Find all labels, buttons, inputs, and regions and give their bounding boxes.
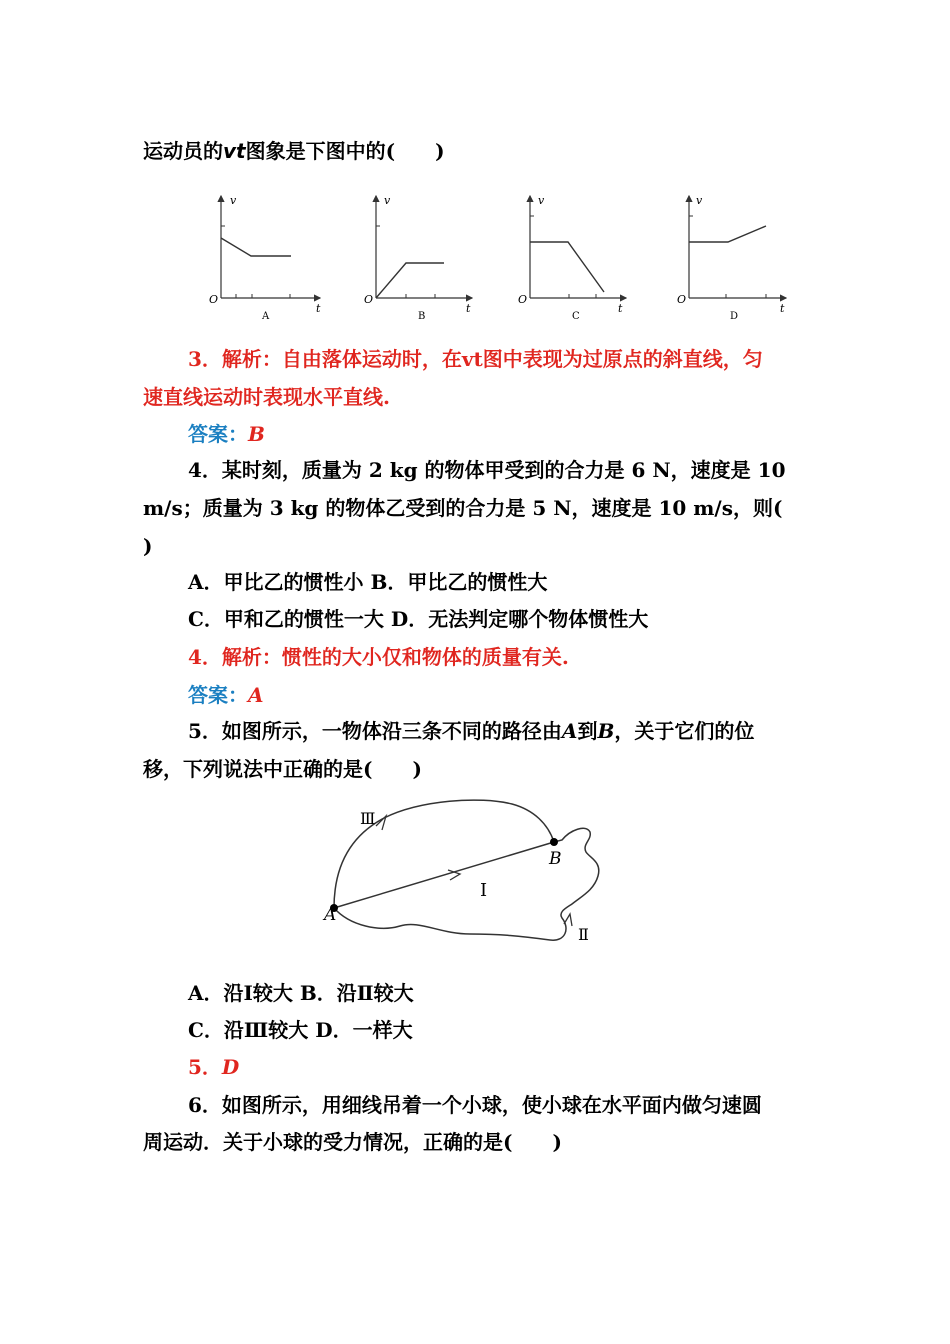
figure-label-path-ii: Ⅱ <box>578 925 589 944</box>
q5-line1-pre: 5．如图所示，一物体沿三条不同的路径由 <box>188 719 562 743</box>
vt-graphs-figure <box>200 186 800 330</box>
q5-line1-mid: 到 <box>577 719 598 743</box>
graph-d-origin: O <box>677 293 687 306</box>
q2-stem-prefix: 运动员的 <box>143 139 223 163</box>
graph-c-t-label: t <box>618 302 623 315</box>
graph-b-letter: B <box>418 311 426 322</box>
q5-answer-num: 5． <box>188 1055 222 1079</box>
graph-c-letter: C <box>572 311 580 322</box>
q3-answer-value: B <box>248 422 265 446</box>
graph-b-t-label: t <box>466 302 471 315</box>
graph-a <box>209 194 321 322</box>
paths-figure <box>320 796 610 958</box>
q4-line2: m/s；质量为 3 kg 的物体乙受到的合力是 5 N，速度是 10 m/s，则( <box>143 496 783 520</box>
figure-label-b: B <box>549 849 562 869</box>
q6-line1: 6．如图所示，用细线吊着一个小球，使小球在水平面内做匀速圆 <box>188 1093 762 1117</box>
q5-point-b: B <box>597 719 615 743</box>
q4-line1: 4．某时刻，质量为 2 kg 的物体甲受到的合力是 6 N，速度是 10 <box>188 458 786 482</box>
graph-b-origin: O <box>364 293 374 306</box>
graph-d-t-label: t <box>780 302 785 315</box>
graph-d-letter: D <box>730 311 739 322</box>
q4-answer <box>188 682 264 708</box>
graph-c-v-label: v <box>538 194 545 207</box>
q5-answer-value: D <box>221 1055 240 1079</box>
q4-options-line1: A．甲比乙的惯性小 B．甲比乙的惯性大 <box>188 570 548 594</box>
graph-c-origin: O <box>518 293 528 306</box>
q5-point-a: A <box>561 719 578 743</box>
q5-line1-post: ，关于它们的位 <box>614 719 755 743</box>
graph-b <box>364 194 472 322</box>
q5-options-line2: C．沿Ⅲ较大 D．一样大 <box>188 1018 413 1042</box>
q2-stem-suffix: 图象是下图中的( ) <box>245 139 445 163</box>
graph-d-v-label: v <box>696 194 703 207</box>
q6-line2: 周运动．关于小球的受力情况，正确的是( ) <box>143 1130 562 1154</box>
graph-b-v-label: v <box>384 194 391 207</box>
graph-a-t-label: t <box>316 302 321 315</box>
q2-stem <box>143 138 445 164</box>
q5-line2: 移，下列说法中正确的是( ) <box>143 757 422 781</box>
q5-answer <box>188 1054 239 1080</box>
graph-a-letter: A <box>262 311 270 322</box>
q2-stem-vt: vt <box>223 139 246 163</box>
graph-a-origin: O <box>209 293 219 306</box>
figure-label-path-i: Ⅰ <box>480 880 488 901</box>
q3-answer-label: 答案： <box>188 422 248 446</box>
q3-analysis-line1: 3．解析：自由落体运动时，在vt图中表现为过原点的斜直线，匀 <box>188 347 763 371</box>
graph-c <box>518 194 626 322</box>
q5-options-line1: A．沿Ⅰ较大 B．沿Ⅱ较大 <box>188 981 414 1005</box>
graph-d <box>677 194 786 322</box>
graph-a-v-label: v <box>230 194 237 207</box>
q5-line1 <box>188 718 754 744</box>
q4-line3: ) <box>143 534 153 558</box>
figure-label-a: A <box>324 905 337 925</box>
q3-answer <box>188 421 265 447</box>
q4-options-line2: C．甲和乙的惯性一大 D．无法判定哪个物体惯性大 <box>188 607 649 631</box>
q4-answer-label: 答案： <box>188 683 248 707</box>
q4-analysis: 4．解析：惯性的大小仅和物体的质量有关. <box>188 645 569 669</box>
q3-analysis-line2: 速直线运动时表现水平直线. <box>143 385 390 409</box>
q4-answer-value: A <box>248 683 264 707</box>
figure-label-path-iii: Ⅲ <box>360 809 376 828</box>
